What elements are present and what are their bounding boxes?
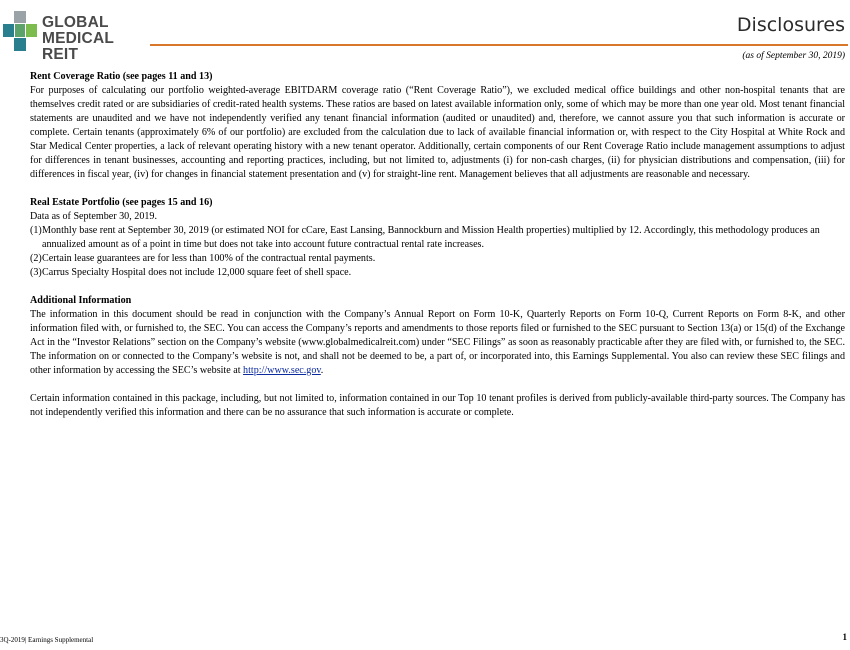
- note-text: Carrus Specialty Hospital does not include 12,000 square feet of shell space.: [42, 267, 352, 278]
- as-of-date: (as of September 30, 2019): [742, 51, 845, 61]
- footer-label: 3Q-2019| Earnings Supplemental: [0, 636, 94, 644]
- logo-wordmark: [42, 15, 150, 63]
- real-estate-section: [30, 196, 845, 280]
- rent-coverage-title: Rent Coverage Ratio (see pages 11 and 13): [30, 71, 213, 82]
- note-number: (1): [30, 225, 42, 236]
- logo-line-2: MEDICAL REIT: [42, 30, 114, 63]
- page-number: 1: [842, 632, 847, 642]
- real-estate-intro: Data as of September 30, 2019.: [30, 211, 157, 222]
- additional-info-text: The information in this document should be read in conjunction with the Company’s Annual Report on Form 10-K, Quarterly Reports on Form 10-Q, Current Reports on Form 8-K, and other information filed with, or furnished to, the SEC. You can access the Company’s reports and amendments to those reports filed or furnished to the SEC pursuant to Section 13(a) or 15(d) of the Exchange Act in the “Investor Relations” section on the Company’s website (www.globalmedicalreit.com) under “SEC Filings” as soon as reasonably practicable after they are filed with, or furnished to, the SEC. The information on or connected to the Company’s website is not, and shall not be deemed to be, a part of, or incorporated into, this Earnings Supplemental. You also can review these SEC filings and other information by accessing the SEC’s website at: [30, 309, 845, 376]
- list-item: [30, 266, 845, 280]
- list-item: [30, 224, 845, 252]
- additional-info-section: [30, 294, 845, 420]
- note-number: (2): [30, 253, 42, 264]
- third-party-info-body: Certain information contained in this package, including, but not limited to, information contained in our Top 10 tenant profiles is derived from publicly-available third-party sources. The Company has not independently verified this information and there can be no assurance that such information is accurate or complete.: [30, 393, 845, 418]
- logo-line-1: GLOBAL: [42, 14, 109, 31]
- list-item: [30, 252, 845, 266]
- note-text: Certain lease guarantees are for less than 100% of the contractual rental payments.: [42, 253, 376, 264]
- rent-coverage-section: [30, 70, 845, 182]
- disclosures-content: [30, 70, 845, 420]
- real-estate-notes: [30, 224, 845, 280]
- rent-coverage-body: For purposes of calculating our portfolio weighted-average EBITDARM coverage ratio (“Rent Coverage Ratio”), we excluded medical office buildings and other non-hospital tenants that are themselves credit rated or are subsidiaries of credit-rated health systems. These ratios are based on latest available information only, some of which may be more than one year old. Most tenant financial statements are unaudited and we have not independently verified any tenant financial information (audited or unaudited) and, therefore, we cannot assure you that such information is accurate or complete. Certain tenants (approximately 6% of our portfolio) are excluded from the calculation due to lack of available financial information or, with respect to the City Hospital at White Rock and Star Medical Center properties, a lack of relevant operating history with a new tenant operator. Additionally, certain components of our Rent Coverage Ratio include management assumptions to adjust for differences in tenant businesses, accounting and reporting practices, including, but not limited to, adjustments (i) for non-cash charges, (ii) for physician distributions and compensation, (iii) for differences in fiscal year, (iv) for changes in financial statement presentation and (v) for straight-line rent. Management believes that all adjustments are reasonable and necessary.: [30, 85, 845, 180]
- note-number: (3): [30, 267, 42, 278]
- additional-info-body: [30, 308, 845, 378]
- company-logo: [0, 9, 150, 63]
- additional-info-title: Additional Information: [30, 295, 132, 306]
- additional-info-end: .: [320, 365, 324, 376]
- real-estate-title: Real Estate Portfolio (see pages 15 and 16): [30, 197, 213, 208]
- note-text: Monthly base rent at September 30, 2019 (or estimated NOI for cCare, East Lansing, Bannockburn and Mission Health properties) multiplied by 12. Accordingly, this methodology produces an annualized amount as of a point in time but does not take into account future contractual rental rate increases.: [42, 225, 820, 250]
- medical-cross-logo-icon: [2, 9, 38, 53]
- sec-website-link[interactable]: http://www.sec.gov: [243, 365, 321, 376]
- page-title: Disclosures: [736, 14, 845, 36]
- header-divider: [150, 44, 848, 46]
